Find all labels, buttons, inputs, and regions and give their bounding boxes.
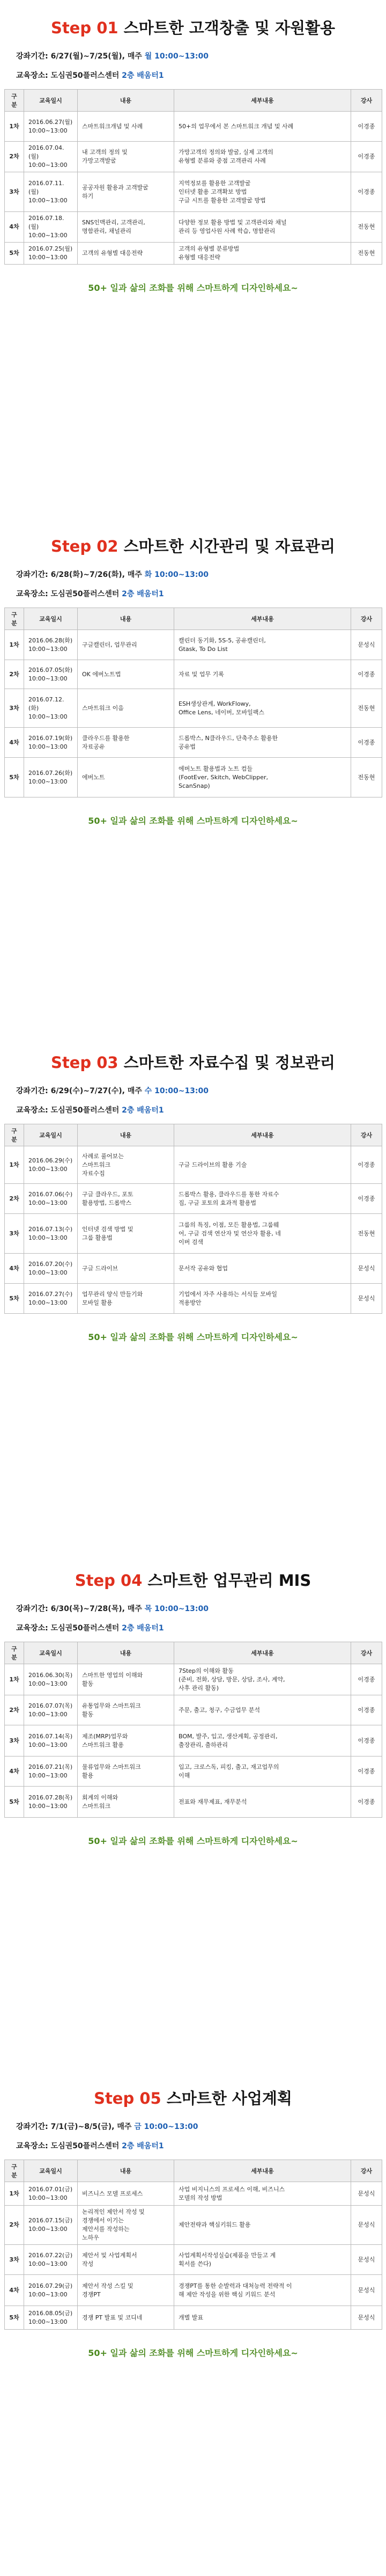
period-time: 화 10:00~13:00 xyxy=(144,570,209,579)
period-label: 강좌기간: xyxy=(16,570,48,579)
session-date: 2016.07.05(화) 10:00~13:00 xyxy=(24,660,78,689)
session-date: 2016.07.20(수) 10:00~13:00 xyxy=(24,1254,78,1284)
session-content: 구글 드라이브 xyxy=(78,1254,174,1284)
column-header: 내용 xyxy=(78,1642,174,1664)
session-lecturer: 이경종 xyxy=(351,1757,382,1787)
session-content: 공공자원 활용과 고객발굴 하기 xyxy=(78,172,174,212)
place-label: 교육장소: xyxy=(16,71,48,80)
session-detail: 주문, 출고, 청구, 수금업무 분석 xyxy=(174,1695,351,1725)
slogan: 50+ 일과 삶의 조화를 위해 스마트하게 디자인하세요~ xyxy=(88,816,298,826)
column-header: 내용 xyxy=(78,2160,174,2182)
column-header: 강사 xyxy=(351,1642,382,1664)
period-label: 강좌기간: xyxy=(16,1087,48,1095)
session-date: 2016.07.28(목) 10:00~13:00 xyxy=(24,1787,78,1818)
column-header: 강사 xyxy=(351,1124,382,1146)
session-lecturer: 전동현 xyxy=(351,758,382,797)
period-text: 7/1(금)~8/5(금), 매주 xyxy=(50,2123,132,2131)
session-date: 2016.07.15(금) 10:00~13:00 xyxy=(24,2206,78,2245)
table-row xyxy=(5,2306,382,2330)
table-header-row xyxy=(5,608,382,630)
session-number: 1차 xyxy=(5,2182,24,2206)
session-content: 인터넷 검색 방법 및 그룹 활용법 xyxy=(78,1214,174,1254)
course-period xyxy=(16,1085,386,1097)
session-detail: 전표와 재무제표, 재무분석 xyxy=(174,1787,351,1818)
session-date: 2016.07.25(월) 10:00~13:00 xyxy=(24,243,78,265)
session-lecturer: 이경종 xyxy=(351,1725,382,1757)
place-label: 교육장소: xyxy=(16,1106,48,1115)
session-date: 2016.06.27(월) 10:00~13:00 xyxy=(24,112,78,142)
session-date: 2016.07.22(금) 10:00~13:00 xyxy=(24,2245,78,2275)
session-date: 2016.06.29(수) 10:00~13:00 xyxy=(24,1146,78,1184)
table-row xyxy=(5,2206,382,2245)
slogan: 50+ 일과 삶의 조화를 위해 스마트하게 디자인하세요~ xyxy=(88,1836,298,1846)
session-number: 2차 xyxy=(5,1184,24,1214)
column-header: 내용 xyxy=(78,90,174,112)
table-row xyxy=(5,212,382,243)
table-row xyxy=(5,2182,382,2206)
session-lecturer: 이경종 xyxy=(351,1184,382,1214)
session-number: 5차 xyxy=(5,2306,24,2330)
column-header: 교육일시 xyxy=(24,1124,78,1146)
schedule-table xyxy=(4,1642,382,1818)
section-title xyxy=(0,2084,386,2112)
session-date: 2016.07.06(수) 10:00~13:00 xyxy=(24,1184,78,1214)
session-detail: 제안전략과 핵심키워드 활용 xyxy=(174,2206,351,2245)
column-header: 구분 xyxy=(5,1124,24,1146)
course-period xyxy=(16,2121,386,2133)
session-date: 2016.07.29(금) 10:00~13:00 xyxy=(24,2275,78,2306)
course-period xyxy=(16,50,386,62)
session-content: 논리적인 제안서 작성 및 경쟁에서 이기는 제안서를 작성하는 노하우 xyxy=(78,2206,174,2245)
session-lecturer: 이경종 xyxy=(351,1664,382,1695)
session-number: 4차 xyxy=(5,212,24,243)
table-row xyxy=(5,243,382,265)
session-date: 2016.07.18.(월) 10:00~13:00 xyxy=(24,212,78,243)
column-header: 구분 xyxy=(5,2160,24,2182)
session-detail: 문서작 공유와 협업 xyxy=(174,1254,351,1284)
period-label: 강좌기간: xyxy=(16,2123,48,2131)
place-room: 2층 배움터1 xyxy=(122,2142,164,2150)
table-row xyxy=(5,2275,382,2306)
column-header: 구분 xyxy=(5,1642,24,1664)
session-date: 2016.07.14(목) 10:00~13:00 xyxy=(24,1725,78,1757)
session-date: 2016.07.07(목) 10:00~13:00 xyxy=(24,1695,78,1725)
column-header: 교육일시 xyxy=(24,1642,78,1664)
place-text: 도심권50플러스센터 xyxy=(50,1106,120,1115)
session-number: 2차 xyxy=(5,1695,24,1725)
course-section xyxy=(0,6,386,296)
section-title xyxy=(0,1567,386,1594)
course-section xyxy=(0,1041,386,1345)
session-number: 3차 xyxy=(5,1214,24,1254)
session-number: 4차 xyxy=(5,2275,24,2306)
session-content: 구글 클라우드, 포토 활용방법, 드롭박스 xyxy=(78,1184,174,1214)
session-number: 2차 xyxy=(5,660,24,689)
session-content: 유통업무와 스마트워크 활동 xyxy=(78,1695,174,1725)
slogan: 50+ 일과 삶의 조화를 위해 스마트하게 디자인하세요~ xyxy=(88,2348,298,2358)
table-row xyxy=(5,1695,382,1725)
session-lecturer: 이경종 xyxy=(351,1787,382,1818)
table-row xyxy=(5,142,382,172)
course-place xyxy=(16,1622,386,1634)
session-content: 스마트워크 이음 xyxy=(78,689,174,728)
place-room: 2층 배움터1 xyxy=(122,1624,164,1633)
session-detail: 자료 및 업무 기록 xyxy=(174,660,351,689)
session-lecturer: 전동현 xyxy=(351,212,382,243)
session-detail: 기업에서 자주 사용하는 서식들 모바일 적용방안 xyxy=(174,1284,351,1314)
session-date: 2016.07.04.(월) 10:00~13:00 xyxy=(24,142,78,172)
column-header: 세부내용 xyxy=(174,90,351,112)
session-number: 1차 xyxy=(5,1664,24,1695)
step-label: Step 04 xyxy=(75,1571,143,1590)
place-room: 2층 배움터1 xyxy=(122,71,164,80)
period-text: 6/29(수)~7/27(수), 매주 xyxy=(50,1087,142,1095)
session-lecturer: 이경종 xyxy=(351,1146,382,1184)
session-number: 3차 xyxy=(5,2245,24,2275)
session-content: 업무관리 양식 만들기와 모바일 활용 xyxy=(78,1284,174,1314)
section-title-text: 스마트한 자료수집 및 정보관리 xyxy=(123,1053,336,1072)
session-lecturer: 문성식 xyxy=(351,2306,382,2330)
session-content: 사례로 풀어보는 스마트워크 자료수집 xyxy=(78,1146,174,1184)
column-header: 교육일시 xyxy=(24,608,78,630)
place-text: 도심권50플러스센터 xyxy=(50,1624,120,1633)
place-text: 도심권50플러스센터 xyxy=(50,2142,120,2150)
course-place xyxy=(16,70,386,82)
table-row xyxy=(5,1254,382,1284)
section-title-text: 스마트한 업무관리 MIS xyxy=(147,1571,311,1590)
slogan: 50+ 일과 삶의 조화를 위해 스마트하게 디자인하세요~ xyxy=(88,1332,298,1342)
period-label: 강좌기간: xyxy=(16,1605,48,1613)
session-content: 고객의 유형별 대응전략 xyxy=(78,243,174,265)
step-label: Step 02 xyxy=(50,537,118,555)
section-title xyxy=(0,14,386,42)
session-date: 2016.08.05(금) 10:00~13:00 xyxy=(24,2306,78,2330)
session-detail: BOM, 발주, 입고, 생산계획, 공정관리, 출장관리, 출하관리 xyxy=(174,1725,351,1757)
session-detail: 가망고객의 정의와 발굴, 실제 고객의 유형별 분류와 중점 고객관리 사례 xyxy=(174,142,351,172)
table-header-row xyxy=(5,1642,382,1664)
session-detail: 50+의 업무에서 본 스마트워크 개념 및 사례 xyxy=(174,112,351,142)
period-label: 강좌기간: xyxy=(16,52,48,61)
table-row xyxy=(5,1664,382,1695)
session-lecturer: 전동현 xyxy=(351,1214,382,1254)
session-number: 1차 xyxy=(5,112,24,142)
session-content: 제안서 및 사업계획서 작성 xyxy=(78,2245,174,2275)
session-detail: 7Step의 이해와 활동 (준비, 전화, 상담, 방문, 상담, 조사, 계약, 사후 관리 활동) xyxy=(174,1664,351,1695)
place-label: 교육장소: xyxy=(16,1624,48,1633)
column-header: 세부내용 xyxy=(174,608,351,630)
column-header: 구분 xyxy=(5,90,24,112)
session-detail: 구글 드라이브의 활용 기술 xyxy=(174,1146,351,1184)
column-header: 내용 xyxy=(78,608,174,630)
session-content: 제조(MRP)업무와 스마트워크 활용 xyxy=(78,1725,174,1757)
place-label: 교육장소: xyxy=(16,590,48,598)
session-content: SNS인맥관리, 고객관리, 명함관리, 채널관리 xyxy=(78,212,174,243)
table-header-row xyxy=(5,90,382,112)
session-number: 1차 xyxy=(5,630,24,660)
session-content: OK 에버노트법 xyxy=(78,660,174,689)
session-detail: 지역정보를 활용한 고객발굴 인터넷 활용 고객확보 방법 구글 시트를 활용한 고객발굴 방법 xyxy=(174,172,351,212)
course-section xyxy=(0,2077,386,2361)
session-date: 2016.07.01(금) 10:00~13:00 xyxy=(24,2182,78,2206)
session-lecturer: 문성식 xyxy=(351,630,382,660)
column-header: 강사 xyxy=(351,608,382,630)
session-date: 2016.06.30(목) 10:00~13:00 xyxy=(24,1664,78,1695)
session-date: 2016.07.11.(월) 10:00~13:00 xyxy=(24,172,78,212)
session-detail: 다양한 정보 활용 방법 및 고객관리와 채널 관리 등 영업사원 사례 학습, 명함관리 xyxy=(174,212,351,243)
session-lecturer: 전동현 xyxy=(351,243,382,265)
place-text: 도심권50플러스센터 xyxy=(50,71,120,80)
column-header: 구분 xyxy=(5,608,24,630)
session-content: 제안서 작성 스킬 및 경쟁PT xyxy=(78,2275,174,2306)
table-row xyxy=(5,758,382,797)
session-content: 회계의 이해와 스마트워크 xyxy=(78,1787,174,1818)
session-number: 5차 xyxy=(5,1787,24,1818)
course-place xyxy=(16,588,386,600)
schedule-table xyxy=(4,1124,382,1314)
session-number: 2차 xyxy=(5,142,24,172)
section-title-text: 스마트한 시간관리 및 자료관리 xyxy=(123,537,336,555)
session-detail: 개별 발표 xyxy=(174,2306,351,2330)
course-period xyxy=(16,1603,386,1615)
schedule-table xyxy=(4,89,382,265)
session-lecturer: 문성식 xyxy=(351,1284,382,1314)
period-time: 월 10:00~13:00 xyxy=(144,52,209,61)
session-detail: 에버노트 활용법과 노트 컴들 (FootEver, Skitch, WebClipper, ScanSnap) xyxy=(174,758,351,797)
table-row xyxy=(5,2245,382,2275)
slogan: 50+ 일과 삶의 조화를 위해 스마트하게 디자인하세요~ xyxy=(88,283,298,293)
place-room: 2층 배움터1 xyxy=(122,1106,164,1115)
session-lecturer: 이경종 xyxy=(351,660,382,689)
session-number: 3차 xyxy=(5,1725,24,1757)
table-row xyxy=(5,660,382,689)
table-row xyxy=(5,1757,382,1787)
session-date: 2016.07.19(화) 10:00~13:00 xyxy=(24,728,78,758)
session-content: 클라우드를 활용한 자료공유 xyxy=(78,728,174,758)
column-header: 강사 xyxy=(351,2160,382,2182)
session-number: 4차 xyxy=(5,728,24,758)
table-header-row xyxy=(5,2160,382,2182)
section-title-text: 스마트한 사업계획 xyxy=(166,2089,292,2107)
column-header: 교육일시 xyxy=(24,2160,78,2182)
session-content: 비즈니스 모델 프로세스 xyxy=(78,2182,174,2206)
column-header: 세부내용 xyxy=(174,1124,351,1146)
session-content: 스마트워크개념 및 사례 xyxy=(78,112,174,142)
table-row xyxy=(5,1214,382,1254)
session-detail: 사업계획서작성실습(제품을 만들고 계 획서를 쓴다) xyxy=(174,2245,351,2275)
step-label: Step 05 xyxy=(94,2089,161,2107)
session-detail: 그룹의 특징, 이점, 모든 활용법, 그룹웨 어, 구글 검색 연산자 및 연산자 활용, 네 이버 검색 xyxy=(174,1214,351,1254)
session-content: 내 고객의 정의 및 가망고객발굴 xyxy=(78,142,174,172)
period-text: 6/30(목)~7/28(목), 매주 xyxy=(50,1605,142,1613)
session-detail: 사업 비지니스의 프로세스 이해, 비즈니스 모델의 작성 방법 xyxy=(174,2182,351,2206)
course-period xyxy=(16,569,386,581)
schedule-table xyxy=(4,608,382,797)
session-number: 1차 xyxy=(5,1146,24,1184)
column-header: 교육일시 xyxy=(24,90,78,112)
session-lecturer: 문성식 xyxy=(351,2182,382,2206)
place-label: 교육장소: xyxy=(16,2142,48,2150)
course-place xyxy=(16,1104,386,1116)
step-label: Step 03 xyxy=(50,1053,118,1072)
session-content: 구글캘린더, 업무관리 xyxy=(78,630,174,660)
table-row xyxy=(5,1146,382,1184)
session-number: 3차 xyxy=(5,172,24,212)
session-number: 5차 xyxy=(5,243,24,265)
session-date: 2016.07.27(수) 10:00~13:00 xyxy=(24,1284,78,1314)
column-header: 세부내용 xyxy=(174,1642,351,1664)
session-date: 2016.07.13(수) 10:00~13:00 xyxy=(24,1214,78,1254)
session-lecturer: 전동현 xyxy=(351,689,382,728)
session-detail: 고객의 유형별 분류방법 유형별 대응전략 xyxy=(174,243,351,265)
session-detail: 경쟁PT를 통한 순발력과 대처능력 전략적 이 해 제안 작성을 위한 핵심 키워드 분석 xyxy=(174,2275,351,2306)
session-content: 스마트한 영업의 이해와 활동 xyxy=(78,1664,174,1695)
session-number: 4차 xyxy=(5,1254,24,1284)
session-number: 3차 xyxy=(5,689,24,728)
table-row xyxy=(5,630,382,660)
period-time: 목 10:00~13:00 xyxy=(144,1605,209,1613)
table-header-row xyxy=(5,1124,382,1146)
table-row xyxy=(5,1184,382,1214)
session-detail: 캘린더 동기화, 5S-5, 공유캘린더, Gtask, To Do List xyxy=(174,630,351,660)
section-title-text: 스마트한 고객창출 및 자원활용 xyxy=(123,19,336,37)
table-row xyxy=(5,1725,382,1757)
table-row xyxy=(5,1787,382,1818)
column-header: 강사 xyxy=(351,90,382,112)
schedule-table xyxy=(4,2160,382,2330)
column-header: 세부내용 xyxy=(174,2160,351,2182)
session-date: 2016.07.26(화) 10:00~13:00 xyxy=(24,758,78,797)
column-header: 내용 xyxy=(78,1124,174,1146)
place-room: 2층 배움터1 xyxy=(122,590,164,598)
table-row xyxy=(5,728,382,758)
session-number: 5차 xyxy=(5,758,24,797)
session-detail: 입고, 크로스독, 피킹, 출고, 재고업무의 이해 xyxy=(174,1757,351,1787)
table-row xyxy=(5,172,382,212)
session-lecturer: 이경종 xyxy=(351,112,382,142)
place-text: 도심권50플러스센터 xyxy=(50,590,120,598)
session-number: 4차 xyxy=(5,1757,24,1787)
course-section xyxy=(0,525,386,829)
course-place xyxy=(16,2140,386,2152)
session-lecturer: 문성식 xyxy=(351,2275,382,2306)
session-content: 경쟁 PT 발표 및 코디네 xyxy=(78,2306,174,2330)
table-row xyxy=(5,689,382,728)
session-detail: 드롭박스 활용, 클라우드를 통한 자료수 집, 구글 포토의 효과적 활용법 xyxy=(174,1184,351,1214)
session-lecturer: 이경종 xyxy=(351,728,382,758)
section-title xyxy=(0,1049,386,1077)
section-title xyxy=(0,532,386,560)
session-date: 2016.06.28(화) 10:00~13:00 xyxy=(24,630,78,660)
period-text: 6/28(화)~7/26(화), 매주 xyxy=(50,570,142,579)
table-row xyxy=(5,112,382,142)
session-date: 2016.07.21(목) 10:00~13:00 xyxy=(24,1757,78,1787)
period-time: 수 10:00~13:00 xyxy=(144,1087,209,1095)
session-number: 5차 xyxy=(5,1284,24,1314)
session-number: 2차 xyxy=(5,2206,24,2245)
period-text: 6/27(월)~7/25(월), 매주 xyxy=(50,52,142,61)
session-date: 2016.07.12.(화) 10:00~13:00 xyxy=(24,689,78,728)
session-detail: ESH생상관계, WorkFlowy, Office Lens, 네이버, 모바일팩스 xyxy=(174,689,351,728)
session-lecturer: 이경종 xyxy=(351,172,382,212)
course-section xyxy=(0,1559,386,1849)
table-row xyxy=(5,1284,382,1314)
session-lecturer: 문성식 xyxy=(351,2206,382,2245)
step-label: Step 01 xyxy=(50,19,118,37)
session-lecturer: 이경종 xyxy=(351,1695,382,1725)
session-lecturer: 문성식 xyxy=(351,2245,382,2275)
session-content: 에버노트 xyxy=(78,758,174,797)
session-content: 물류업무와 스마트워크 활용 xyxy=(78,1757,174,1787)
period-time: 금 10:00~13:00 xyxy=(134,2123,198,2131)
session-detail: 드롭박스, N클라우드, 단축주소 활용한 공유법 xyxy=(174,728,351,758)
session-lecturer: 이경종 xyxy=(351,142,382,172)
session-lecturer: 문성식 xyxy=(351,1254,382,1284)
